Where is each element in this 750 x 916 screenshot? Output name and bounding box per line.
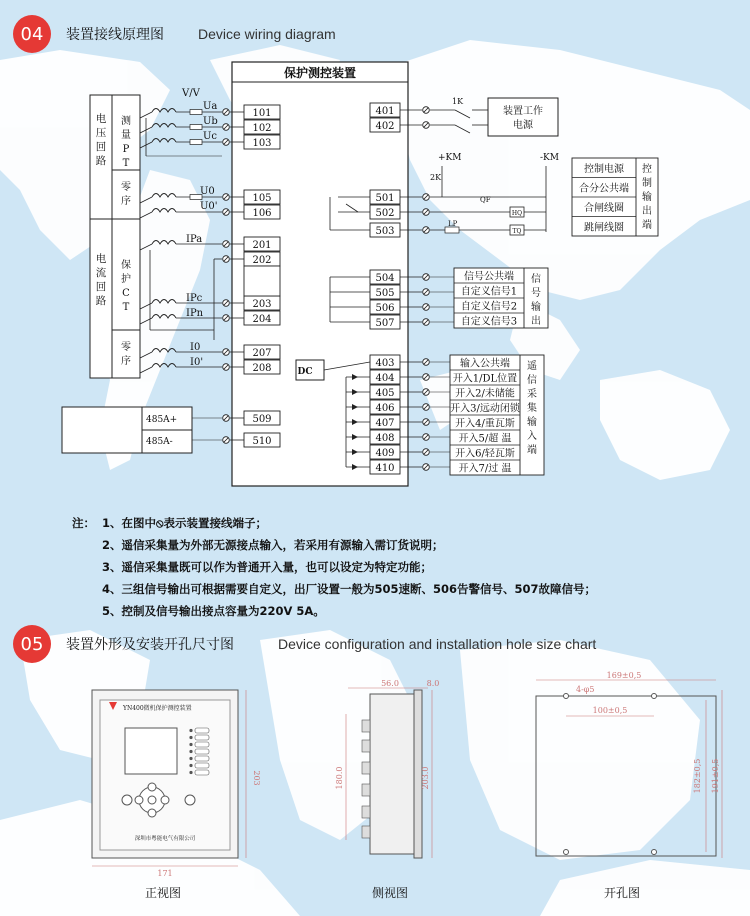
signal-output-table-row: 信号公共端: [464, 271, 514, 283]
front-led-icon: [195, 763, 209, 768]
label-1k: 1K: [452, 97, 464, 106]
terminal-label-409: 409: [375, 448, 395, 459]
terminal-label-509: 509: [252, 414, 272, 425]
front-view-drawing: [92, 690, 261, 878]
caption-front-view: 正视图: [145, 886, 182, 900]
hole-dim-inner: 100±0,5: [592, 706, 628, 715]
signal-output-table-row: 自定义信号1: [460, 286, 518, 298]
side-terminal-icon: [362, 740, 370, 752]
label-i0: I0: [190, 342, 201, 353]
note-row: [72, 556, 712, 578]
hole-dim-h1: 182±0,5: [693, 758, 702, 794]
front-led-icon: [195, 749, 209, 754]
front-led-icon: [195, 735, 209, 740]
hole-mark-bl: [564, 850, 569, 855]
terminal-label-404: 404: [375, 373, 395, 384]
caption-side-view: 侧视图: [372, 886, 409, 900]
section-05-title-cn: 装置外形及安装开孔尺寸图: [66, 637, 234, 653]
input-table-row: 开入4/重瓦斯: [455, 418, 515, 430]
section-04-title-en: Device wiring diagram: [198, 26, 336, 42]
label-voltage-zero-seq: 零序: [121, 182, 131, 207]
hole-dim-h2: 191±0,5: [711, 758, 720, 794]
terminal-label-504: 504: [375, 273, 395, 284]
input-table-row: 开入7/过 温: [458, 463, 512, 475]
control-output-table-row: 跳闸线圈: [584, 222, 624, 234]
label-ipc: IPc: [186, 293, 203, 304]
label-u0-prime: U0': [200, 201, 218, 212]
power-label-2: 电源: [513, 120, 533, 131]
terminal-label-105: 105: [252, 193, 272, 204]
front-dim-height: 203: [252, 770, 261, 786]
power-label-1: 装置工作: [503, 106, 543, 117]
note-row: [72, 534, 712, 556]
input-table-row: 开入3/远动闭锁: [450, 403, 520, 415]
terminal-label-207: 207: [252, 348, 272, 359]
label-2k: 2K: [430, 173, 442, 182]
dc-label: DC: [297, 367, 313, 377]
notes-lead: 注：: [72, 516, 95, 530]
note-row: [72, 600, 712, 622]
terminal-label-403: 403: [375, 358, 395, 369]
label-vv: V/V: [182, 88, 200, 99]
terminal-label-204: 204: [252, 314, 272, 325]
terminal-label-103: 103: [252, 138, 272, 149]
terminal-label-402: 402: [375, 121, 395, 132]
terminal-label-501: 501: [375, 193, 395, 204]
terminal-label-401: 401: [375, 106, 395, 117]
front-maker: 深圳市粤能电气有限公司: [134, 836, 196, 842]
label-protect-ct: 保护 C T: [121, 260, 131, 313]
side-dim-h2: 203.0: [421, 766, 430, 790]
terminal-label-101: 101: [252, 108, 272, 119]
label-ipa: IPa: [186, 234, 203, 245]
signal-output-table-row: 自定义信号3: [460, 316, 518, 328]
terminal-label-410: 410: [375, 463, 395, 474]
hole-count: 4-φ5: [576, 685, 595, 694]
note-1: 1、在图中⦸表示装置接线端子；: [102, 516, 267, 530]
side-dim-b: 8.0: [426, 679, 440, 688]
section-04-number: 04: [20, 24, 44, 45]
input-table-row: 开入6/轻瓦斯: [455, 448, 515, 460]
fuse-icon: [190, 125, 202, 130]
terminal-label-408: 408: [375, 433, 395, 444]
label-i0-prime: I0': [190, 357, 204, 368]
terminal-label-502: 502: [375, 208, 395, 219]
label-current-circuit: 电流回路: [95, 253, 107, 307]
terminal-label-507: 507: [375, 318, 395, 329]
side-terminal-icon: [362, 720, 370, 732]
front-lcd-screen: [125, 728, 177, 774]
front-dim-width: 171: [157, 869, 173, 878]
terminal-label-203: 203: [252, 299, 272, 310]
input-table-row: 输入公共端: [460, 358, 510, 370]
label-u0: U0: [200, 186, 215, 197]
label-current-zero-seq: 零序: [121, 342, 131, 367]
hole-dim-width: 169±0,5: [606, 671, 642, 680]
terminal-label-406: 406: [375, 403, 395, 414]
control-output-table-row: 合分公共端: [579, 183, 629, 195]
label-tq: TQ: [512, 228, 522, 235]
label-485a-minus: 485A-: [146, 437, 173, 447]
label-ub: Ub: [203, 116, 218, 127]
label-qf: QF: [480, 196, 491, 204]
terminal-label-208: 208: [252, 363, 272, 374]
label-voltage-circuit: 电压回路: [95, 113, 107, 167]
label-plus-km: +KM: [438, 153, 462, 163]
terminal-label-510: 510: [252, 436, 272, 447]
terminal-label-506: 506: [375, 303, 395, 314]
notes-block: [72, 512, 712, 622]
note-4: 4、三组信号输出可根据需要自定义，出厂设置一般为505速断、506告警信号、507故障信号；: [102, 582, 597, 596]
input-table-side-label: 遥信采集输入端: [527, 361, 537, 456]
terminal-label-201: 201: [252, 240, 272, 251]
label-uc: Uc: [203, 131, 218, 142]
label-lp: LP: [448, 220, 458, 228]
front-led-icon: [195, 770, 209, 775]
control-output-table-side-label: 控制输出端: [642, 164, 652, 231]
front-brand: YN400微机保护测控装置: [123, 705, 192, 712]
note-5: 5、控制及信号输出接点容量为220V 5A。: [102, 604, 325, 618]
coil-icon: [152, 124, 176, 128]
input-table-row: 开入5/超 温: [458, 433, 512, 445]
hole-mark-br: [652, 850, 657, 855]
coil-icon: [152, 139, 176, 143]
front-led-icon: [195, 742, 209, 747]
hole-mark-tl: [564, 694, 569, 699]
section-05-title-en: Device configuration and installation hole size chart: [278, 636, 597, 652]
side-terminal-icon: [362, 806, 370, 818]
note-3: 3、遥信采集量既可以作为普通开入量，也可以设定为特定功能；: [102, 560, 432, 574]
note-row: [72, 578, 712, 600]
fuse-icon: [190, 110, 202, 115]
label-ua: Ua: [203, 101, 218, 112]
section-04-title-cn: 装置接线原理图: [66, 27, 164, 43]
caption-hole-view: 开孔图: [604, 886, 641, 900]
signal-output-table-row: 自定义信号2: [460, 301, 518, 313]
signal-output-table-side-label: 信号输出: [531, 274, 541, 327]
control-output-table-row: 合闸线圈: [584, 202, 624, 214]
side-dim-h1: 180.0: [335, 766, 344, 790]
side-terminal-icon: [362, 784, 370, 796]
note-row: [72, 512, 712, 534]
label-485a-plus: 485A+: [146, 415, 178, 425]
terminal-label-407: 407: [375, 418, 395, 429]
hole-mark-tr: [652, 694, 657, 699]
fuse-icon: [190, 140, 202, 145]
input-table-row: 开入1/DL位置: [452, 373, 518, 385]
side-terminal-icon: [362, 826, 370, 838]
terminal-label-505: 505: [375, 288, 395, 299]
terminal-label-202: 202: [252, 255, 272, 266]
terminal-label-102: 102: [252, 123, 272, 134]
side-dim-a: 56.0: [381, 679, 399, 688]
terminal-label-503: 503: [375, 226, 395, 237]
control-output-table-row: 控制电源: [584, 163, 624, 175]
front-led-icon: [195, 756, 209, 761]
input-table-row: 开入2/未储能: [455, 388, 515, 400]
label-measure-pt: 测量 P T: [121, 116, 131, 169]
label-ipn: IPn: [186, 308, 204, 319]
section-05-number: 05: [20, 634, 44, 655]
terminal-label-106: 106: [252, 208, 272, 219]
device-title: 保护测控装置: [283, 66, 357, 80]
note-2: 2、遥信采集量为外部无源接点输入，若采用有源输入需订货说明；: [102, 538, 444, 552]
label-minus-km: -KM: [540, 153, 559, 163]
front-led-icon: [195, 728, 209, 733]
terminal-label-405: 405: [375, 388, 395, 399]
label-hq: HQ: [511, 210, 523, 217]
side-terminal-icon: [362, 762, 370, 774]
